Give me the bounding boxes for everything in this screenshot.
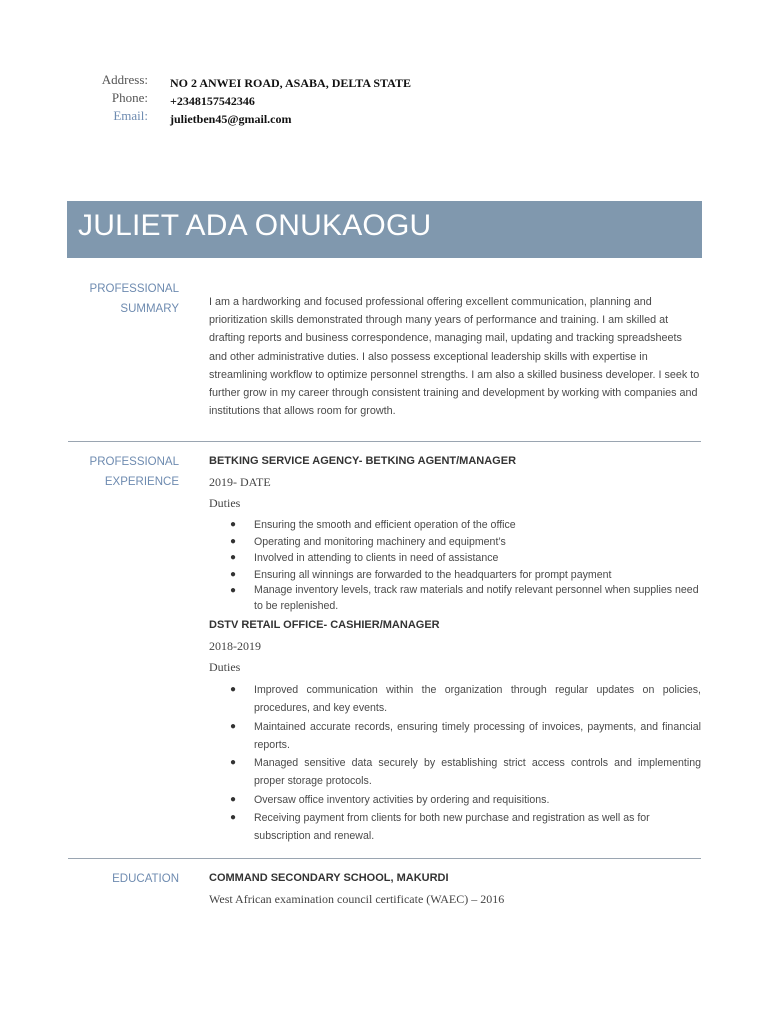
contact-block	[0, 72, 768, 126]
email-value[interactable]: julietben45@gmail.com	[170, 112, 292, 126]
phone-value: +2348157542346	[170, 94, 255, 108]
email-label: Email:	[113, 108, 148, 123]
section-divider	[68, 858, 701, 859]
email-row	[0, 108, 768, 126]
duty-text: Operating and monitoring machinery and equipment’s	[254, 535, 506, 548]
bullet-icon: ●	[230, 793, 237, 805]
experience-label-line2: EXPERIENCE	[104, 476, 179, 488]
duty-item	[230, 754, 701, 791]
job-dates: 2018-2019	[209, 639, 261, 653]
duty-item	[230, 550, 701, 567]
duty-text: Involved in attending to clients in need of assistance	[254, 552, 499, 564]
experience-label-line1: PROFESSIONAL	[89, 456, 179, 468]
address-row	[0, 72, 768, 90]
summary-section-label	[90, 279, 179, 319]
bullet-icon: ●	[230, 519, 237, 530]
name-banner	[67, 201, 702, 258]
bullet-icon: ●	[230, 812, 237, 824]
bullet-icon: ●	[230, 535, 237, 547]
duty-text: Ensuring all winnings are forwarded to the headquarters for prompt payment	[254, 568, 612, 581]
duty-text: Receiving payment from clients for both new purchase and registration as well as for subscription and renewal.	[254, 812, 650, 843]
bullet-icon: ●	[230, 684, 237, 695]
duty-text: Ensuring the smooth and efficient operation of the office	[254, 519, 516, 531]
bullet-icon: ●	[230, 585, 237, 596]
duty-item	[230, 534, 701, 551]
phone-label: Phone:	[111, 90, 148, 105]
duty-item	[230, 809, 701, 846]
education-section-label: EDUCATION	[112, 873, 179, 885]
section-divider	[68, 441, 701, 442]
summary-text: I am a hardworking and focused professional offering excellent communication, planning and prioritization skills demonstrated through many years of performance and training. I am skilled at drafting reports and business correspondence, managing mail, updating and tracking spreadsheets and other administrative duties. I also possess exceptional leadership skills with expertise in streamlining workflow to optimize personnel strengths. I am also a skilled business developer. I seek to further grow in my career through consistent training and development by working with companies and institutions that allows room for growth.	[209, 296, 700, 418]
duties-label: Duties	[209, 660, 241, 674]
job-title: BETKING SERVICE AGENCY- BETKING AGENT/MANAGER	[209, 455, 517, 467]
bullet-icon: ●	[230, 552, 237, 563]
duties-label: Duties	[209, 496, 241, 510]
bullet-icon: ●	[230, 568, 237, 580]
duty-text: Managed sensitive data securely by establishing strict access controls and implementing proper storage protocols.	[254, 757, 701, 788]
duty-text: Manage inventory levels, track raw materials and notify relevant personnel when supplies need to be replenished.	[254, 584, 699, 612]
school-name: COMMAND SECONDARY SCHOOL, MAKURDI	[209, 872, 449, 884]
bullet-icon: ●	[230, 720, 237, 732]
duty-item	[230, 718, 701, 755]
phone-row	[0, 90, 768, 108]
education-detail: West African examination council certificate (WAEC) – 2016	[209, 892, 505, 906]
address-label: Address:	[101, 72, 148, 87]
duty-text: Maintained accurate records, ensuring timely processing of invoices, payments, and financial reports.	[254, 720, 701, 751]
duty-item	[230, 567, 701, 584]
duties-list	[230, 517, 701, 614]
experience-section-label	[90, 452, 179, 492]
summary-label-line1: PROFESSIONAL	[89, 283, 179, 295]
job-title: DSTV RETAIL OFFICE- CASHIER/MANAGER	[209, 619, 440, 631]
duty-item	[230, 517, 701, 534]
summary-label-line2: SUMMARY	[120, 303, 179, 315]
duty-item	[230, 791, 701, 809]
address-value: NO 2 ANWEI ROAD, ASABA, DELTA STATE	[170, 76, 411, 90]
bullet-icon: ●	[230, 757, 237, 769]
job-dates: 2019- DATE	[209, 475, 271, 489]
candidate-name: JULIET ADA ONUKAOGU	[78, 209, 432, 242]
duty-text: Improved communication within the organization through regular updates on policies, procedures, and key events.	[254, 684, 701, 715]
duty-item	[230, 681, 701, 718]
duty-text: Oversaw office inventory activities by ordering and requisitions.	[254, 793, 550, 806]
duty-item	[230, 583, 701, 614]
duties-list	[230, 681, 701, 846]
